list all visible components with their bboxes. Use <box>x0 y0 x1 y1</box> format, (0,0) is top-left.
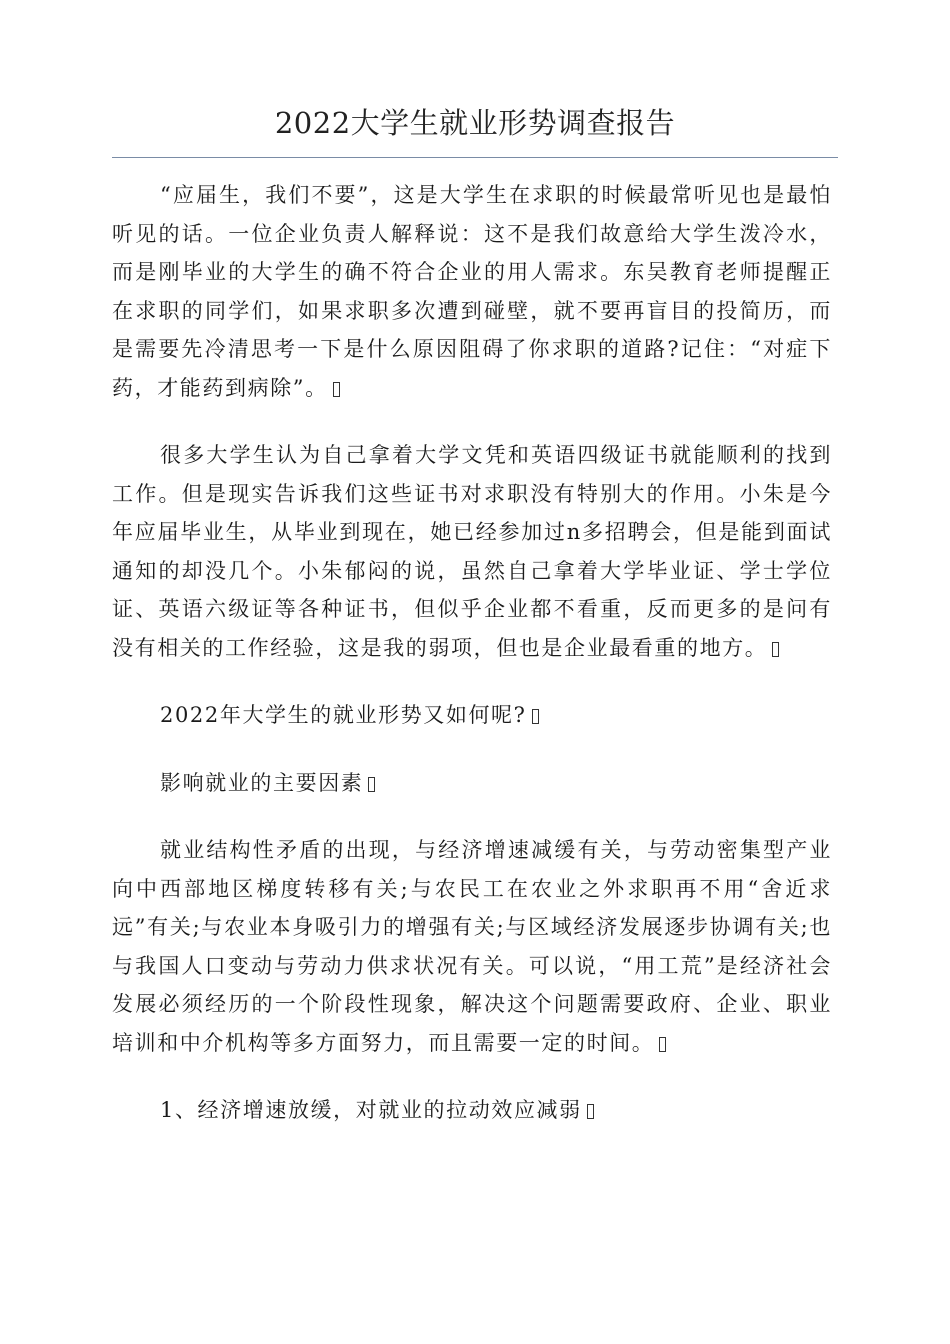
paragraph-text: 2022年大学生的就业形势又如何呢? <box>160 703 527 727</box>
document-body <box>112 176 832 1159</box>
paragraph <box>112 696 832 735</box>
paragraph <box>112 831 832 1062</box>
paragraph-mark-icon <box>772 642 779 657</box>
document-title: 2022大学生就业形势调查报告 <box>274 106 676 140</box>
paragraph-text: 就业结构性矛盾的出现，与经济增速减缓有关，与劳动密集型产业向中西部地区梯度转移有关;与农民工在农业之外求职再不用“舍近求远”有关;与农业本身吸引力的增强有关;与区域经济发展逐步协调有关;也与我国人口变动与劳动力供求状况有关。可以说，“用工荒”是经济社会发展必须经历的一个阶段性现象，解决这个问题需要政府、企业、职业培训和中介机构等多方面努力，而且需要一定的时间。 <box>112 838 832 1055</box>
paragraph-mark-icon <box>532 709 539 724</box>
paragraph <box>112 436 832 667</box>
title-divider <box>112 157 838 158</box>
section-heading <box>112 764 832 803</box>
paragraph-text: 影响就业的主要因素 <box>160 770 364 795</box>
paragraph-text: 很多大学生认为自己拿着大学文凭和英语四级证书就能顺利的找到工作。但是现实告诉我们这些证书对求职没有特别大的作用。小朱是今年应届毕业生，从毕业到现在，她已经参加过n多招聘会，但是能到面试通知的却没几个。小朱郁闷的说，虽然自己拿着大学毕业证、学士学位证、英语六级证等各种证书，但似乎企业都不看重，反而更多的是问有没有相关的工作经验，这是我的弱项，但也是企业最看重的地方。 <box>112 443 832 660</box>
paragraph-text: “应届生，我们不要”，这是大学生在求职的时候最常听见也是最怕听见的话。一位企业负责人解释说：这不是我们故意给大学生泼冷水，而是刚毕业的大学生的确不符合企业的用人需求。东吴教育老师提醒正在求职的同学们，如果求职多次遭到碰壁，就不要再盲目的投简历，而是需要先冷清思考一下是什么原因阻碍了你求职的道路?记住：“对症下药，才能药到病除”。 <box>112 183 832 400</box>
paragraph-mark-icon <box>659 1037 666 1052</box>
paragraph-text: 1、经济增速放缓，对就业的拉动效应减弱 <box>160 1098 582 1122</box>
paragraph-mark-icon <box>333 382 340 397</box>
list-heading <box>112 1091 832 1130</box>
paragraph-mark-icon <box>368 777 375 792</box>
paragraph-mark-icon <box>587 1104 594 1119</box>
paragraph <box>112 176 832 407</box>
